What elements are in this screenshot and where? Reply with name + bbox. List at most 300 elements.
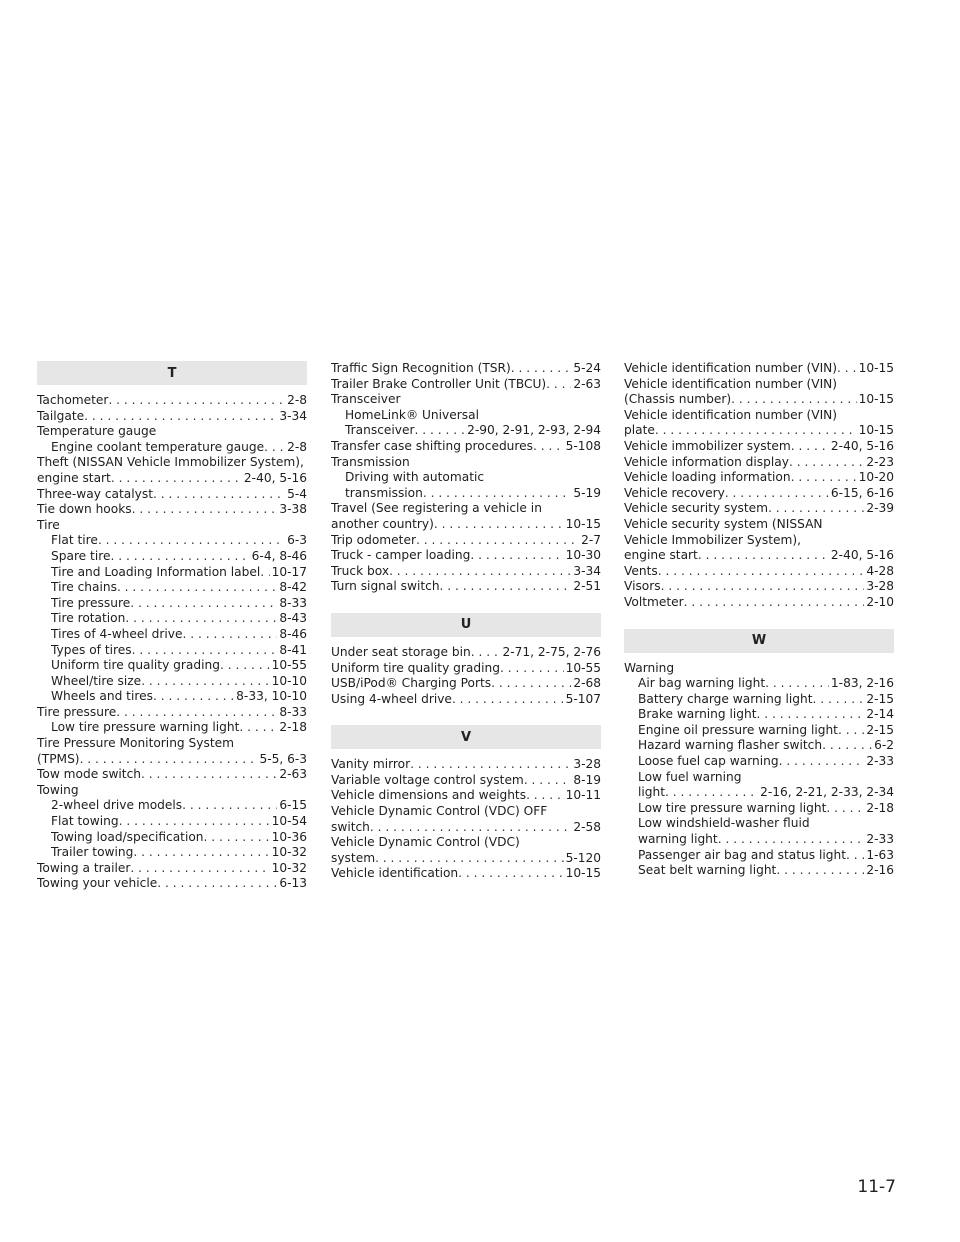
index-subentry	[37, 533, 307, 549]
index-subentry	[624, 738, 894, 754]
index-entry	[331, 579, 601, 595]
index-subentry	[331, 408, 601, 424]
index-subentry	[37, 580, 307, 596]
entry-term: plate	[624, 423, 655, 438]
index-column-2	[331, 361, 601, 882]
entry-term: Truck - camper loading	[331, 548, 471, 563]
entry-term: Brake warning light	[638, 707, 757, 722]
page-reference[interactable]: 5-24	[573, 361, 601, 375]
index-entry	[331, 439, 601, 455]
entry-term: Vanity mirror	[331, 757, 411, 772]
page-reference[interactable]: 2-16	[866, 863, 894, 878]
entry-term: Seat belt warning light	[638, 863, 777, 878]
index-entry	[37, 736, 307, 752]
page-reference[interactable]: 2-8	[287, 393, 307, 407]
index-subentry	[37, 611, 307, 627]
index-subentry	[331, 470, 601, 486]
section-header-u: U	[331, 613, 601, 637]
index-entry	[331, 866, 601, 882]
index-entry	[331, 501, 601, 517]
index-entry	[624, 361, 894, 377]
index-subentry	[37, 830, 307, 846]
entry-term: 2-wheel drive models	[51, 798, 183, 813]
index-entry	[331, 804, 601, 820]
entry-term: Flat towing	[51, 814, 119, 829]
index-entry	[37, 705, 307, 721]
entry-term: Uniform tire quality grading	[51, 658, 220, 673]
index-entry	[331, 377, 601, 393]
page-reference[interactable]: 10-15	[565, 516, 601, 531]
entry-term: Theft (NISSAN Vehicle Immobilizer System),	[37, 455, 304, 470]
page-reference[interactable]: 2-39	[866, 501, 894, 516]
page-reference[interactable]: 10-36	[271, 829, 307, 844]
index-entry	[624, 439, 894, 455]
page-reference[interactable]: 5-108	[565, 438, 601, 453]
entry-term: Transfer case shifting procedures	[331, 438, 533, 453]
page-reference[interactable]: 4-28	[866, 563, 894, 578]
dot-leader	[116, 705, 277, 721]
dot-leader	[698, 548, 829, 564]
page-reference[interactable]: 8-33, 10-10	[236, 689, 307, 704]
page-reference[interactable]: 3-34	[573, 563, 601, 578]
dot-leader	[511, 361, 572, 377]
index-entry	[624, 517, 894, 533]
index-entry	[331, 757, 601, 773]
page-reference[interactable]: 2-63	[279, 767, 307, 782]
page-reference[interactable]: 2-10	[866, 594, 894, 609]
entry-term: Low fuel warning	[638, 769, 742, 784]
page-reference[interactable]: 3-28	[866, 579, 894, 594]
index-entry	[331, 564, 601, 580]
index-entry	[331, 517, 601, 533]
entry-term: Vehicle information display	[624, 454, 789, 469]
entry-term: transmission	[345, 485, 423, 500]
entry-term: Trip odometer	[331, 532, 416, 547]
index-entry	[624, 595, 894, 611]
index-entry	[331, 548, 601, 564]
entry-term: Passenger air bag and status light	[638, 847, 847, 862]
page-reference[interactable]: 2-51	[573, 579, 601, 594]
entry-term: Hazard warning flasher switch	[638, 738, 823, 753]
page-reference[interactable]: 2-71, 2-75, 2-76	[502, 644, 601, 659]
page-reference[interactable]: 3-34	[279, 408, 307, 423]
page-reference[interactable]: 10-15	[858, 423, 894, 438]
page-reference[interactable]: 2-7	[581, 532, 601, 547]
index-entry	[37, 455, 307, 471]
page-reference[interactable]: 1-63	[866, 847, 894, 862]
index-entry	[37, 471, 307, 487]
index-entry	[624, 548, 894, 564]
dot-leader	[133, 845, 269, 861]
dot-leader	[837, 361, 857, 377]
page-reference[interactable]: 2-15	[866, 691, 894, 706]
page-reference[interactable]: 10-20	[858, 470, 894, 485]
dot-leader	[130, 596, 277, 612]
index-entry	[37, 393, 307, 409]
dot-leader	[658, 564, 865, 580]
section-header-v: V	[331, 725, 601, 749]
dot-leader	[84, 409, 277, 425]
index-subentry	[331, 486, 601, 502]
entry-term: Towing load/specification	[51, 829, 204, 844]
dot-leader	[239, 720, 277, 736]
dot-leader	[725, 486, 829, 502]
page-reference[interactable]: 2-63	[573, 376, 601, 391]
entry-term: Using 4-wheel drive	[331, 691, 452, 706]
page-reference[interactable]: 2-16, 2-21, 2-33, 2-34	[760, 785, 894, 800]
entry-term: Tire pressure	[51, 595, 131, 610]
entry-term: HomeLink® Universal	[345, 407, 479, 422]
dot-leader	[141, 674, 269, 690]
entry-term: Low tire pressure warning light	[51, 720, 240, 735]
entry-term: Engine coolant temperature gauge	[51, 439, 265, 454]
index-column-1	[37, 361, 307, 892]
page-reference[interactable]: 10-17	[271, 564, 307, 579]
index-subentry	[624, 832, 894, 848]
index-entry	[624, 377, 894, 393]
dot-leader	[757, 707, 865, 723]
page-reference[interactable]: 2-14	[866, 707, 894, 722]
index-entry	[37, 487, 307, 503]
entry-term: Transmission	[331, 454, 410, 469]
entry-term: Three-way catalyst	[37, 486, 153, 501]
index-entry	[37, 876, 307, 892]
entry-term: Vehicle identification number (VIN)	[624, 361, 838, 375]
index-subentry	[624, 723, 894, 739]
index-entry	[331, 455, 601, 471]
entry-term: Tailgate	[37, 408, 85, 423]
entry-term: Vehicle recovery	[624, 485, 725, 500]
index-subentry	[624, 754, 894, 770]
index-subentry	[624, 785, 894, 801]
entry-term: Tachometer	[37, 393, 109, 407]
index-subentry	[37, 658, 307, 674]
dot-leader	[524, 773, 572, 789]
entry-term: (Chassis number)	[624, 392, 732, 407]
index-entry	[331, 661, 601, 677]
entry-term: Vehicle identification	[331, 866, 459, 881]
dot-leader	[718, 832, 865, 848]
entry-term: Temperature gauge	[37, 424, 157, 439]
page-reference[interactable]: 10-11	[565, 788, 601, 803]
dot-leader	[182, 798, 277, 814]
page-reference[interactable]: 2-40, 5-16	[243, 470, 307, 485]
dot-leader	[661, 579, 865, 595]
entry-term: Types of tires	[51, 642, 132, 657]
dot-leader	[125, 611, 277, 627]
dot-leader	[768, 501, 864, 517]
index-entry	[331, 788, 601, 804]
entry-term: warning light	[638, 832, 718, 847]
entry-term: Tire rotation	[51, 611, 126, 626]
entry-term: Traffic Sign Recognition (TSR)	[331, 361, 511, 375]
index-entry	[37, 502, 307, 518]
page-reference[interactable]: 1-83, 2-16	[830, 676, 894, 691]
index-entry	[37, 518, 307, 534]
dot-leader	[838, 723, 864, 739]
dot-leader	[434, 517, 564, 533]
entry-term: Wheels and tires	[51, 689, 153, 704]
dot-leader	[183, 627, 278, 643]
page-reference[interactable]: 5-107	[565, 691, 601, 706]
index-entry	[624, 408, 894, 424]
entry-term: Tie down hooks	[37, 502, 132, 517]
entry-term: Vehicle identification number (VIN)	[624, 376, 838, 391]
index-entry	[37, 861, 307, 877]
page-reference[interactable]: 6-15	[279, 798, 307, 813]
index-entry	[624, 392, 894, 408]
page-reference[interactable]: 10-55	[271, 658, 307, 673]
page-reference[interactable]: 8-33	[279, 704, 307, 719]
entry-term: Vehicle security system	[624, 501, 769, 516]
entry-term: Vehicle loading information	[624, 470, 791, 485]
index-subentry	[624, 816, 894, 832]
page-reference[interactable]: 3-38	[279, 502, 307, 517]
entry-term: Variable voltage control system	[331, 772, 524, 787]
dot-leader	[264, 440, 285, 456]
page-reference[interactable]: 5-4	[287, 486, 307, 501]
index-column-3	[624, 361, 894, 879]
entry-term: Vehicle Dynamic Control (VDC) OFF	[331, 804, 548, 819]
index-subentry	[37, 627, 307, 643]
entry-term: Transceiver	[345, 423, 415, 438]
page-reference[interactable]: 10-32	[271, 845, 307, 860]
dot-leader	[220, 658, 270, 674]
dot-leader	[370, 820, 571, 836]
section-header-w: W	[624, 629, 894, 653]
dot-leader	[822, 738, 872, 754]
page-reference[interactable]: 2-40, 5-16	[830, 438, 894, 453]
page-reference[interactable]: 8-46	[279, 626, 307, 641]
index-subentry	[37, 440, 307, 456]
entry-term: Trailer Brake Controller Unit (TBCU)	[331, 376, 547, 391]
dot-leader	[117, 580, 277, 596]
index-subentry	[624, 692, 894, 708]
entry-term: engine start	[624, 548, 698, 563]
index-subentry	[37, 565, 307, 581]
index-entry	[624, 423, 894, 439]
dot-leader	[141, 767, 277, 783]
entry-term: Low windshield-washer fluid	[638, 816, 810, 831]
dot-leader	[665, 785, 758, 801]
index-subentry	[37, 814, 307, 830]
dot-leader	[260, 565, 269, 581]
index-subentry	[624, 676, 894, 692]
page-reference[interactable]: 10-10	[271, 673, 307, 688]
entry-term: Tires of 4-wheel drive	[51, 626, 183, 641]
entry-term: Warning	[624, 660, 675, 675]
dot-leader	[415, 423, 466, 439]
entry-term: Uniform tire quality grading	[331, 660, 500, 675]
entry-term: Turn signal switch	[331, 579, 440, 594]
page-reference[interactable]: 8-43	[279, 611, 307, 626]
entry-term: another country)	[331, 516, 434, 531]
entry-term: Vehicle Dynamic Control (VDC)	[331, 835, 520, 850]
page-reference[interactable]: 2-18	[866, 800, 894, 815]
dot-leader	[779, 754, 865, 770]
index-entry	[37, 752, 307, 768]
entry-term: Vehicle Immobilizer System),	[624, 532, 802, 547]
dot-leader	[526, 788, 564, 804]
dot-leader	[98, 533, 285, 549]
page-reference[interactable]: 10-30	[565, 548, 601, 563]
dot-leader	[470, 548, 563, 564]
index-subentry	[624, 848, 894, 864]
entry-term: Vehicle immobilizer system	[624, 438, 791, 453]
page-reference[interactable]: 6-2	[874, 738, 894, 753]
index-entry	[624, 455, 894, 471]
dot-leader	[108, 393, 285, 409]
page-reference[interactable]: 10-15	[858, 392, 894, 407]
page-reference[interactable]: 8-42	[279, 580, 307, 595]
page-reference[interactable]: 8-33	[279, 595, 307, 610]
index-entry	[331, 645, 601, 661]
index-subentry	[37, 798, 307, 814]
dot-leader	[416, 533, 579, 549]
page-reference[interactable]: 2-23	[866, 454, 894, 469]
page-reference[interactable]: 6-13	[279, 876, 307, 891]
index-subentry	[331, 423, 601, 439]
entry-term: Engine oil pressure warning light	[638, 722, 838, 737]
dot-leader	[546, 377, 571, 393]
page-reference[interactable]: 2-33	[866, 832, 894, 847]
page-reference[interactable]: 10-15	[858, 361, 894, 375]
dot-leader	[684, 595, 865, 611]
entry-term: Travel (See registering a vehicle in	[331, 501, 542, 516]
index-subentry	[37, 549, 307, 565]
dot-leader	[791, 439, 829, 455]
dot-leader	[80, 752, 258, 768]
dot-leader	[423, 486, 571, 502]
dot-leader	[452, 692, 564, 708]
dot-leader	[500, 661, 564, 677]
page-reference[interactable]: 3-28	[573, 757, 601, 772]
index-subentry	[624, 863, 894, 879]
entry-term: Tire chains	[51, 580, 117, 595]
dot-leader	[375, 851, 564, 867]
entry-term: Trailer towing	[51, 845, 134, 860]
dot-leader	[826, 801, 864, 817]
page-reference[interactable]: 5-120	[565, 850, 601, 865]
dot-leader	[458, 866, 563, 882]
dot-leader	[491, 676, 571, 692]
entry-term: Battery charge warning light	[638, 691, 813, 706]
page-number: 11-7	[857, 1177, 896, 1197]
dot-leader	[110, 549, 249, 565]
page-reference[interactable]: 2-58	[573, 819, 601, 834]
entry-term: USB/iPod® Charging Ports	[331, 676, 492, 691]
index-entry	[331, 361, 601, 377]
page-reference[interactable]: 6-4, 8-46	[251, 548, 307, 563]
index-subentry	[37, 689, 307, 705]
dot-leader	[812, 692, 864, 708]
entry-term: Loose fuel cap warning	[638, 754, 779, 769]
dot-leader	[533, 439, 564, 455]
entry-term: Low tire pressure warning light	[638, 800, 827, 815]
dot-leader	[655, 423, 857, 439]
dot-leader	[389, 564, 571, 580]
index-entry	[331, 773, 601, 789]
dot-leader	[132, 643, 278, 659]
entry-term: Towing	[37, 782, 79, 797]
entry-term: Tire Pressure Monitoring System	[37, 736, 234, 751]
dot-leader	[111, 471, 242, 487]
index-subentry	[37, 596, 307, 612]
entry-term: Vehicle security system (NISSAN	[624, 516, 823, 531]
dot-leader	[765, 676, 829, 692]
page-reference[interactable]: 5-5, 6-3	[259, 751, 307, 766]
index-entry	[331, 676, 601, 692]
entry-term: Voltmeter	[624, 594, 684, 609]
dot-leader	[410, 757, 571, 773]
entry-term: Tire	[37, 517, 60, 532]
dot-leader	[471, 645, 501, 661]
index-entry	[331, 392, 601, 408]
index-entry	[624, 564, 894, 580]
page-reference[interactable]: 2-8	[287, 439, 307, 454]
page-reference[interactable]: 10-32	[271, 860, 307, 875]
entry-term: Wheel/tire size	[51, 673, 142, 688]
page-reference[interactable]: 2-40, 5-16	[830, 548, 894, 563]
index-entry	[331, 820, 601, 836]
page-reference[interactable]: 6-3	[287, 533, 307, 548]
page-reference[interactable]: 10-54	[271, 814, 307, 829]
section-header-t: T	[37, 361, 307, 385]
entry-term: (TPMS)	[37, 751, 80, 766]
entry-term: switch	[331, 819, 370, 834]
page-reference[interactable]: 2-18	[279, 720, 307, 735]
index-subentry	[37, 674, 307, 690]
index-entry	[624, 486, 894, 502]
entry-term: Under seat storage bin	[331, 644, 471, 659]
entry-term: Towing a trailer	[37, 860, 131, 875]
page-reference[interactable]: 2-68	[573, 676, 601, 691]
page-reference[interactable]: 10-55	[565, 660, 601, 675]
page-reference[interactable]: 2-90, 2-91, 2-93, 2-94	[467, 423, 601, 438]
index-subentry	[624, 801, 894, 817]
page-reference[interactable]: 8-19	[573, 772, 601, 787]
page-reference[interactable]: 2-15	[866, 722, 894, 737]
dot-leader	[130, 861, 269, 877]
dot-leader	[440, 579, 572, 595]
page-reference[interactable]: 2-33	[866, 754, 894, 769]
page-reference[interactable]: 8-41	[279, 642, 307, 657]
entry-term: Spare tire	[51, 548, 111, 563]
index-subentry	[37, 720, 307, 736]
index-subentry	[37, 845, 307, 861]
index-entry	[331, 835, 601, 851]
entry-term: engine start	[37, 470, 111, 485]
dot-leader	[731, 392, 856, 408]
entry-term: Visors	[624, 579, 661, 594]
entry-term: Vehicle dimensions and weights	[331, 788, 527, 803]
page-reference[interactable]: 10-15	[565, 866, 601, 881]
entry-term: Driving with automatic	[345, 470, 485, 485]
index-entry	[37, 783, 307, 799]
index-subentry	[624, 770, 894, 786]
index-entry	[624, 501, 894, 517]
index-entry	[624, 661, 894, 677]
page-reference[interactable]: 5-19	[573, 485, 601, 500]
index-subentry	[37, 643, 307, 659]
page-reference[interactable]: 6-15, 6-16	[830, 485, 894, 500]
index-entry	[624, 533, 894, 549]
entry-term: Tire pressure	[37, 704, 117, 719]
dot-leader	[132, 502, 278, 518]
index-entry	[624, 579, 894, 595]
index-entry	[331, 533, 601, 549]
index-entry	[37, 767, 307, 783]
